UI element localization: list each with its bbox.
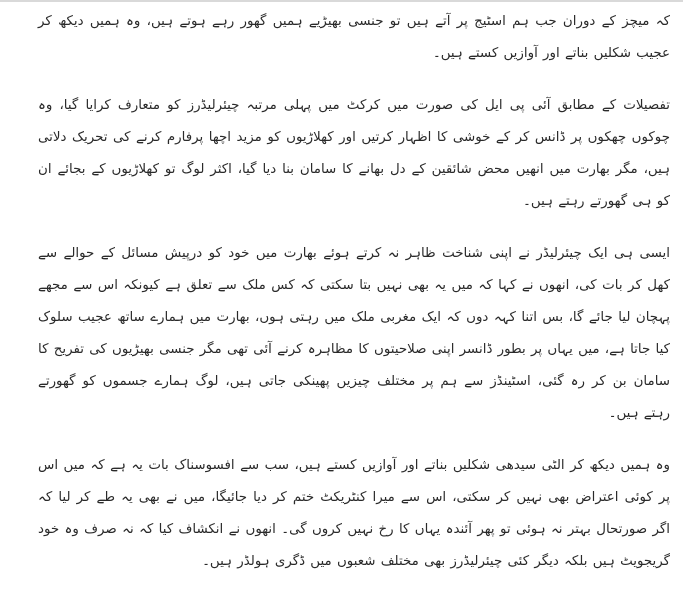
paragraph-4: وہ ہمیں دیکھ کر الٹی سیدھی شکلیں بناتے اور آوازیں کستے ہیں، سب سے افسوسناک بات یہ ہے کہ میں اس پر کوئی اعتراض بھی نہیں کر سکتی، اس سے میرا کنٹریکٹ ختم کر دیا جائیگا، میں نے بھی یہ طے کر لیا کہ اگر صورتحال بہتر نہ ہوئی تو پھر آئندہ یہاں کا رخ نہیں کروں گی۔ انھوں نے انکشاف کیا کہ نہ صرف وہ خود گریجویٹ ہیں بلکہ دیگر کئی چیئرلیڈرز بھی مختلف شعبوں میں ڈگری ہولڈر ہیں۔ xyxy=(38,458,670,569)
paragraph-2: تفصیلات کے مطابق آئی پی ایل کی صورت میں کرکٹ میں پہلی مرتبہ چیئرلیڈرز کو متعارف کرایا گیا، وہ چوکوں چھکوں پر ڈانس کر کے خوشی کا اظہار کرتیں اور کھلاڑیوں کو مزید اچھا پرفارم کرنے کی تحریک دلاتی ہیں، مگر بھارت میں انھیں محض شائقین کے دل بھانے کا سامان بنا دیا گیا، اکثر لوگ تو کھلاڑیوں کے بجائے ان کو ہی گھورتے رہتے ہیں۔ xyxy=(38,98,670,209)
article-body xyxy=(38,6,670,578)
paragraph-1: کہ میچز کے دوران جب ہم اسٹیج پر آتے ہیں تو جنسی بھیڑیے ہمیں گھور رہے ہوتے ہیں، وہ ہمیں دیکھ کر عجیب شکلیں بناتے اور آوازیں کستے ہیں۔ xyxy=(38,14,670,61)
paragraph-3: ایسی ہی ایک چیئرلیڈر نے اپنی شناخت ظاہر نہ کرتے ہوئے بھارت میں خود کو درپیش مسائل کے حوالے سے کھل کر بات کی، انھوں نے کہا کہ میں یہ بھی نہیں بتا سکتی کہ کس ملک سے تعلق ہے کیونکہ اس سے مجھے پہچان لیا جائے گا، بس اتنا کہہ دوں کہ ایک مغربی ملک میں رہتی ہوں، بھارت میں ہمارے ساتھ عجیب سلوک کیا جاتا ہے، میں یہاں پر بطور ڈانسر اپنی صلاحیتوں کا مظاہرہ کرنے آئی تھی مگر جنسی بھیڑیوں کی تفریح کا سامان بن کر رہ گئی، اسٹینڈز سے ہم پر مختلف چیزیں پھینکی جاتی ہیں، لوگ ہمارے جسموں کو گھورتے رہتے ہیں۔ xyxy=(38,246,670,421)
top-divider xyxy=(0,0,683,2)
